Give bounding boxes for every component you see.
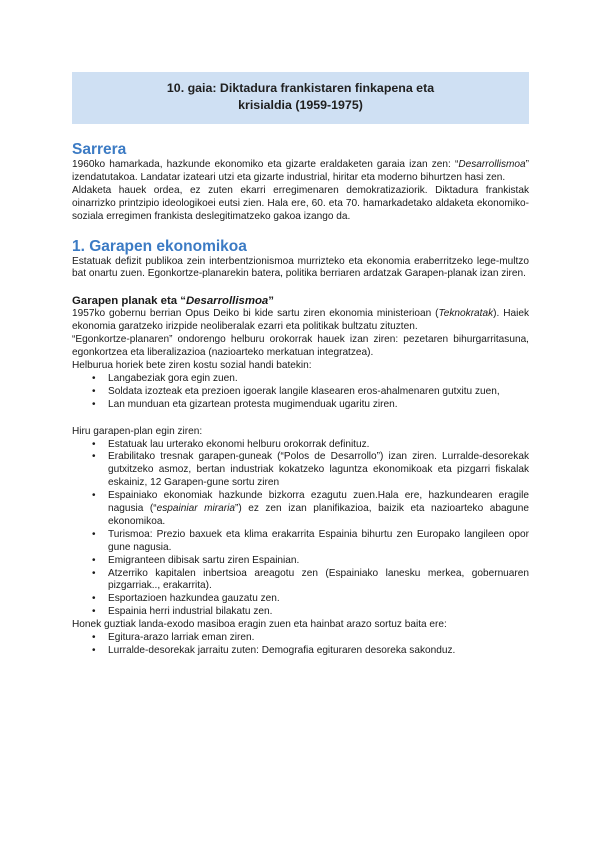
list-item: • Emigranteen dibisak sartu ziren Espainian. bbox=[108, 555, 529, 568]
list-item: • Lan munduan eta gizartean protesta mugimenduak ugaritu ziren. bbox=[108, 399, 529, 412]
list-item: • Espainiako ekonomiak hazkunde bizkorra ezagutu zuen.Hala ere, hazkundearen eragile nagusia (“espainiar miraria”) ez zen izan planifikazioa, baizik eta nazioarteko abagune ekonomikoa. bbox=[108, 490, 529, 529]
list-item: • Turismoa: Prezio baxuek eta klima erakarrita Espainia bihurtu zen Europako langileen opor gune nagusia. bbox=[108, 529, 529, 555]
list-item: • Estatuak lau urterako ekonomi helburu orokorrak definituz. bbox=[108, 439, 529, 452]
section-1-heading: 1. Garapen ekonomikoa bbox=[72, 237, 247, 255]
title-line-2: krisialdia (1959-1975) bbox=[238, 98, 363, 112]
hiru-plan-paragraph: Hiru garapen-plan egin ziren: bbox=[72, 425, 203, 437]
list-item: • Espainia herri industrial bilakatu zen. bbox=[108, 606, 529, 619]
list-item: • Esportazioen hazkundea gauzatu zen. bbox=[108, 593, 529, 606]
list-item: • Langabeziak gora egin zuen. bbox=[108, 373, 529, 386]
list-item: • Atzerriko kapitalen inbertsioa areagotu zen (Espainiako lanesku merkea, gobernuaren pizgarriak.., erakarrita). bbox=[108, 568, 529, 594]
list-item: • Egitura-arazo larriak eman ziren. bbox=[108, 632, 529, 645]
list-item: • Lurralde-desorekak jarraitu zuten: Demografia egituraren desoreka sakonduz. bbox=[108, 645, 529, 658]
sarrera-heading: Sarrera bbox=[72, 141, 127, 158]
landa-exodoa-paragraph: Honek guztiak landa-exodo masiboa eragin zuen eta hainbat arazo sortuz baita ere: bbox=[72, 619, 447, 631]
kostu-soziala-list bbox=[72, 373, 529, 412]
document-page bbox=[72, 72, 529, 658]
section-garapen-ekonomikoa bbox=[72, 238, 529, 282]
kostu-soziala-paragraph: Helburua horiek bete ziren kostu sozial handi batekin: bbox=[72, 359, 312, 371]
garapen-plan-list bbox=[72, 439, 529, 620]
sarrera-paragraph-1: 1960ko hamarkada, hazkunde ekonomiko eta gizarte eraldaketen garaia izan zen: “Desarrollismoa” izendatutakoa. Landatar izateari utzi eta gizarte industrial, hiritar eta moderno bihurtzen hasi zen. bbox=[72, 159, 529, 183]
list-item: • Soldata izozteak eta prezioen igoerak langile klasearen eros-ahalmenaren gutxitu zuen, bbox=[108, 386, 529, 399]
teknokratak-paragraph: 1957ko gobernu berrian Opus Deiko bi kide sartu ziren ekonomia ministerioan (Teknokratak). Haiek ekonomia garatzeko irizpide neoliberalak ezarri eta politikak bultzatu zituzten. bbox=[72, 308, 530, 333]
egonkortze-paragraph: “Egonkortze-planaren” ondorengo helburu orokorrak hauek izan ziren: pezetaren bihurgarritasuna, egonkortzea eta liberalizazioa (nazioarteko merkatuan integratzea). bbox=[72, 334, 529, 359]
title-line-1: 10. gaia: Diktadura frankistaren finkapena eta bbox=[166, 81, 435, 95]
subsection-heading: Garapen planak eta “Desarrollismoa” bbox=[72, 295, 274, 308]
page-title bbox=[72, 72, 529, 124]
subsection-garapen-planak bbox=[72, 294, 529, 658]
list-item: • Erabilitako tresnak garapen-guneak (“Polos de Desarrollo”) izan ziren. Lurralde-desorekak gutxitzeko asmoz, bertan industriak kokatzeko laguntza ekonomikoak eta pizgarri fiskalak eskainiz, 12 Garapen-gune sortu ziren bbox=[108, 451, 529, 490]
section-1-paragraph: Estatuak defizit publikoa zein interbentzionismoa murrizteko eta ekonomia eraberritzeko lege-multzo bat onartu zuen. Egonkortze-planarekin batera, politika berriaren ardatzak Garapen-planak izan ziren. bbox=[72, 255, 529, 280]
arazoak-list bbox=[72, 632, 529, 658]
sarrera-paragraph-2: Aldaketa hauek ordea, ez zuten ekarri erregimenaren demokratizaziorik. Diktadura frankistak oinarrizko printzipio ideologikoei eutsi zien. Hala ere, 60. eta 70. hamarkadetako aldaketa ekonomiko-soziala erregimen frankista deslegitimatzeko gakoa izango da. bbox=[72, 184, 529, 222]
sarrera-section bbox=[72, 141, 529, 224]
